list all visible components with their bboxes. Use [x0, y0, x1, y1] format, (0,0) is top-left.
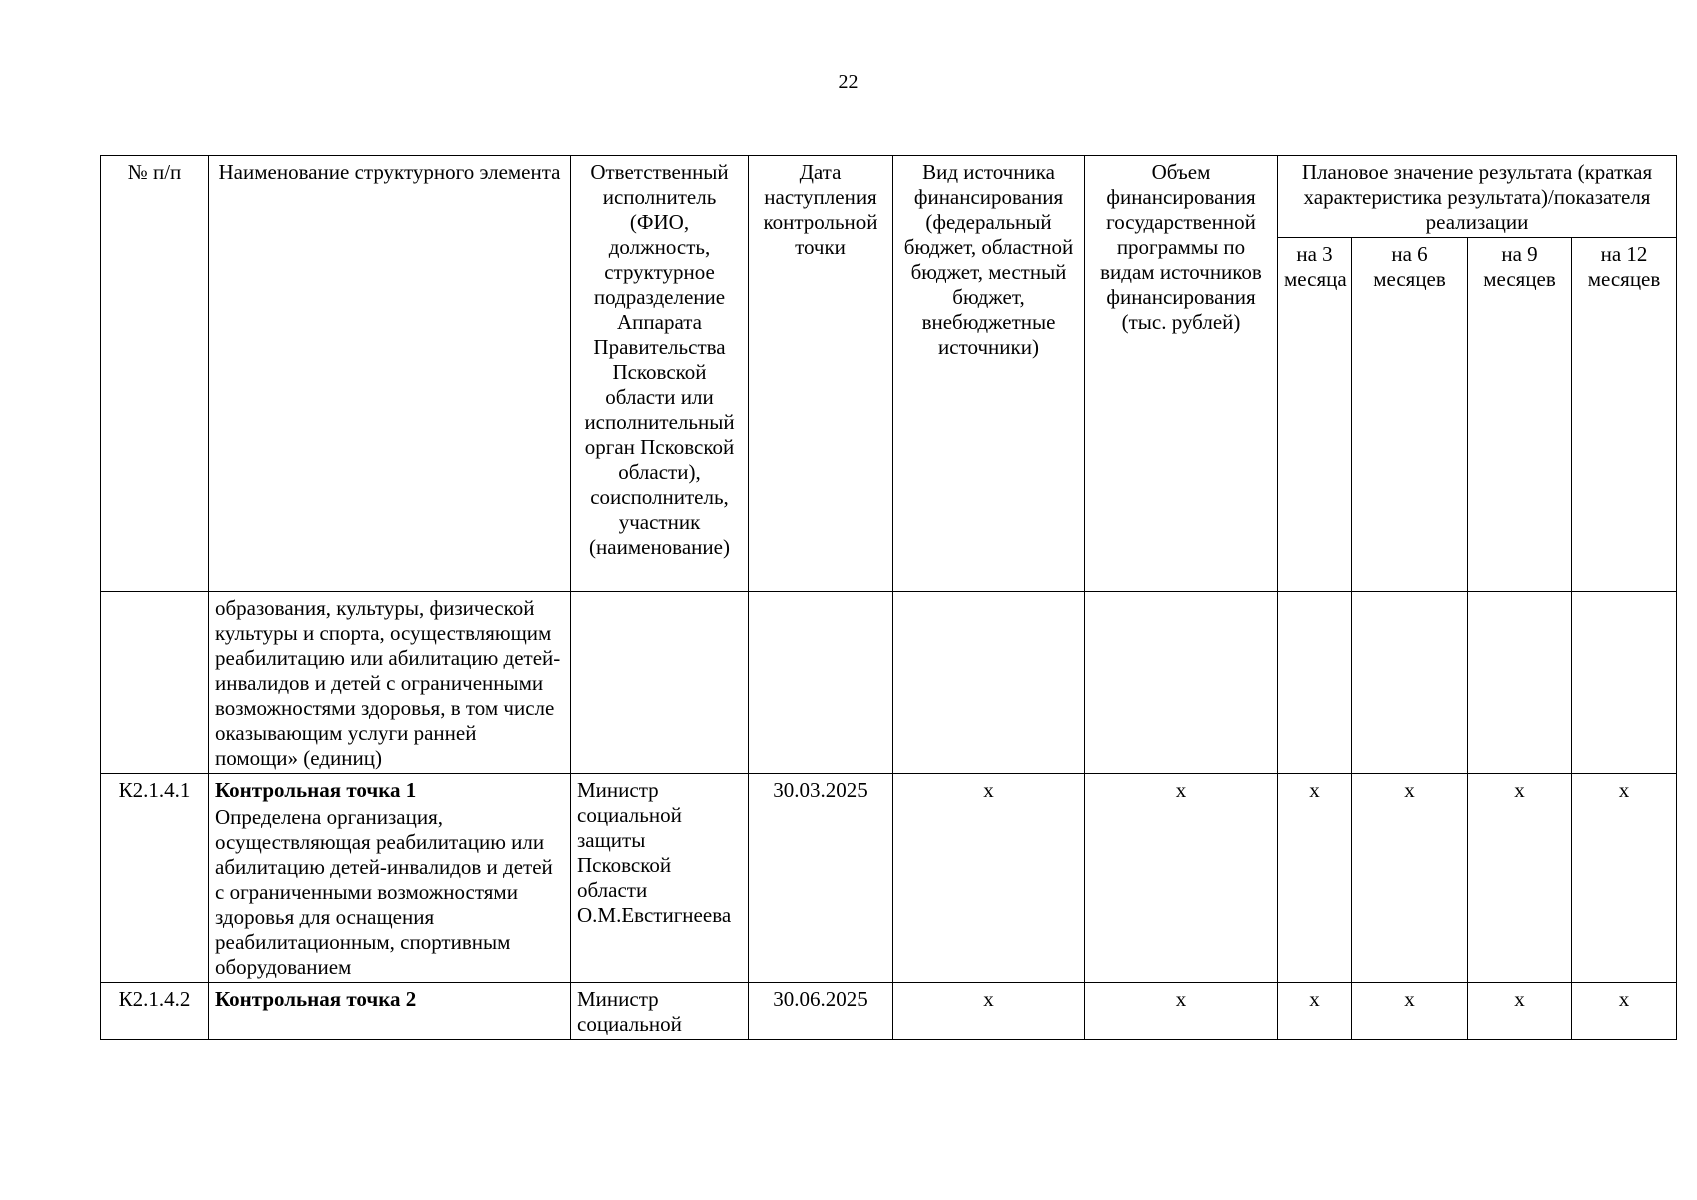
- row-num: К2.1.4.2: [101, 983, 209, 1040]
- header-row-1: [101, 156, 1677, 238]
- row-executor: Министр социальной: [571, 983, 749, 1040]
- row-m12: х: [1572, 774, 1677, 983]
- continuation-name: образования, культуры, физической культуры и спорта, осуществляющим реабилитацию или абилитацию детей-инвалидов и детей с ограниченными возможностями здоровья, в том числе оказывающим услуги ранней помощи» (единиц): [209, 592, 571, 774]
- row-title: Контрольная точка 2: [215, 987, 417, 1011]
- row-source: х: [893, 983, 1085, 1040]
- header-m6: на 6 месяцев: [1352, 238, 1468, 592]
- header-m3: на 3 месяца: [1278, 238, 1352, 592]
- header-planned: Плановое значение результата (краткая характеристика результата)/показателя реализации: [1278, 156, 1677, 238]
- header-volume: Объем финансирования государственной программы по видам источников финансирования (тыс. рублей): [1085, 156, 1278, 592]
- header-m9: на 9 месяцев: [1468, 238, 1572, 592]
- row-source: х: [893, 774, 1085, 983]
- row-executor: Министр социальной защиты Псковской области О.М.Евстигнеева: [571, 774, 749, 983]
- table-row: [101, 774, 1677, 983]
- row-volume: х: [1085, 774, 1278, 983]
- row-m3: х: [1278, 774, 1352, 983]
- row-description: Определена организация, осуществляющая реабилитацию или абилитацию детей-инвалидов и детей с ограниченными возможностями здоровья для оснащения реабилитационным, спортивным оборудованием: [215, 805, 553, 979]
- table-row: [101, 983, 1677, 1040]
- row-name-cell: [209, 983, 571, 1040]
- row-m3: х: [1278, 983, 1352, 1040]
- row-date: 30.06.2025: [749, 983, 893, 1040]
- row-m6: х: [1352, 774, 1468, 983]
- header-num: № п/п: [101, 156, 209, 592]
- row-num: К2.1.4.1: [101, 774, 209, 983]
- header-name: Наименование структурного элемента: [209, 156, 571, 592]
- control-points-table: [100, 155, 1677, 1040]
- row-title: Контрольная точка 1: [215, 778, 417, 802]
- header-date: Дата наступления контрольной точки: [749, 156, 893, 592]
- row-date: 30.03.2025: [749, 774, 893, 983]
- row-m9: х: [1468, 983, 1572, 1040]
- header-m12: на 12 месяцев: [1572, 238, 1677, 592]
- row-m6: х: [1352, 983, 1468, 1040]
- continuation-row: [101, 592, 1677, 774]
- page-number: 22: [838, 71, 859, 93]
- row-name-cell: [209, 774, 571, 983]
- header-source: Вид источника финансирования (федеральный бюджет, областной бюджет, местный бюджет, внебюджетные источники): [893, 156, 1085, 592]
- header-executor: Ответственный исполнитель (ФИО, должность, структурное подразделение Аппарата Правительства Псковской области или исполнительный орган Псковской области), соисполнитель, участник (наименование): [571, 156, 749, 592]
- row-m9: х: [1468, 774, 1572, 983]
- row-volume: х: [1085, 983, 1278, 1040]
- row-m12: х: [1572, 983, 1677, 1040]
